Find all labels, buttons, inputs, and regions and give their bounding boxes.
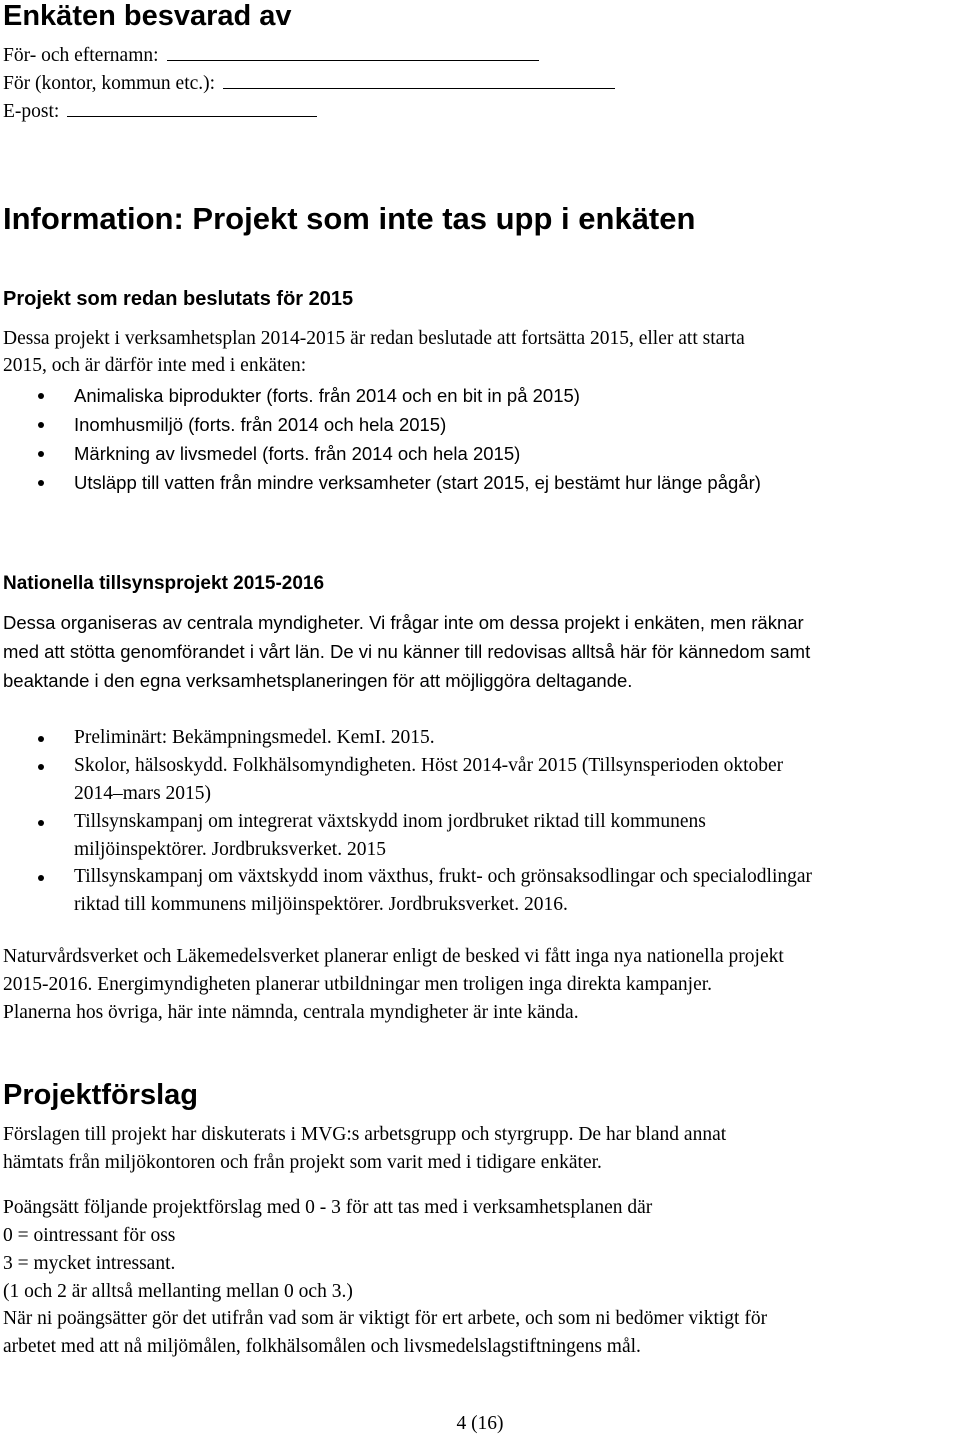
name-label: För- och efternamn: [3, 45, 159, 66]
page-number: 4 (16) [456, 1413, 504, 1434]
national-para-line-1: Dessa organiseras av centrala myndigheter. Vi frågar inte om dessa projekt i enkäten, men räknar [3, 612, 804, 633]
scoring-instruction: Poängsätt följande projektförslag med 0 - 3 för att tas med i verksamhetsplanen där [3, 1197, 653, 1218]
bullet-icon [38, 480, 44, 486]
respondent-heading: Enkäten besvarad av [3, 0, 292, 32]
bullet-icon [38, 422, 44, 428]
scoring-zero: 0 = ointressant för oss [3, 1225, 176, 1246]
national-outro-line-2: 2015-2016. Energimyndigheten planerar utbildningar men troligen inga direkta kampanjer. [3, 974, 713, 995]
national-para-line-2: med att stötta genomförandet i vårt län. De vi nu känner till redovisas alltså här för kännedom samt [3, 641, 811, 662]
national-outro-line-1: Naturvårdsverket och Läkemedelsverket planerar enligt de besked vi fått inga nya nationella projekt [3, 946, 784, 967]
bullet-icon [38, 736, 44, 742]
info-heading: Information: Projekt som inte tas upp i enkäten [3, 201, 696, 236]
national-item-cont: 2014–mars 2015) [74, 783, 212, 804]
bullet-icon [38, 393, 44, 399]
national-item: Tillsynskampanj om växtskydd inom växthus, frukt- och grönsaksodlingar och specialodlingar [74, 866, 813, 887]
office-row [3, 72, 615, 94]
decided-intro-line-1: Dessa projekt i verksamhetsplan 2014-2015 är redan beslutade att fortsätta 2015, eller att starta [3, 328, 745, 349]
bullet-icon [38, 451, 44, 457]
national-item: Preliminärt: Bekämpningsmedel. KemI. 2015. [74, 727, 435, 748]
scoring-guidance-line-1: När ni poängsätter gör det utifrån vad som är viktigt för ert arbete, och som ni bedömer viktigt för [3, 1308, 768, 1329]
national-item-cont: miljöinspektörer. Jordbruksverket. 2015 [74, 839, 386, 860]
national-item-cont: riktad till kommunens miljöinspektörer. Jordbruksverket. 2016. [74, 894, 568, 915]
proposals-para-1-line-2: hämtats från miljökontoren och från projekt som varit med i tidigare enkäter. [3, 1152, 602, 1173]
scoring-three: 3 = mycket intressant. [3, 1253, 176, 1274]
decided-intro-line-2: 2015, och är därför inte med i enkäten: [3, 355, 307, 376]
proposals-heading: Projektförslag [3, 1079, 198, 1111]
email-label: E-post: [3, 101, 60, 122]
national-heading: Nationella tillsynsprojekt 2015-2016 [3, 573, 325, 594]
decided-item: Animaliska biprodukter (forts. från 2014 och en bit in på 2015) [74, 385, 580, 406]
decided-item: Inomhusmiljö (forts. från 2014 och hela 2015) [74, 414, 447, 435]
decided-item: Märkning av livsmedel (forts. från 2014 och hela 2015) [74, 443, 521, 464]
scoring-guidance-line-2: arbetet med att nå miljömålen, folkhälsomålen och livsmedelslagstiftningens mål. [3, 1336, 641, 1357]
email-field[interactable] [67, 100, 317, 117]
name-row [3, 44, 539, 66]
bullet-icon [38, 820, 44, 826]
national-para-line-3: beaktande i den egna verksamhetsplaneringen för att möjliggöra deltagande. [3, 670, 633, 691]
name-field[interactable] [167, 44, 539, 61]
office-field[interactable] [223, 72, 615, 89]
national-item: Tillsynskampanj om integrerat växtskydd inom jordbruket riktad till kommunens [74, 811, 706, 832]
scoring-middle: (1 och 2 är alltså mellanting mellan 0 och 3.) [3, 1281, 353, 1302]
proposals-para-1-line-1: Förslagen till projekt har diskuterats i MVG:s arbetsgrupp och styrgrupp. De har bland annat [3, 1124, 727, 1145]
office-label: För (kontor, kommun etc.): [3, 73, 216, 94]
email-row [3, 100, 317, 122]
decided-heading: Projekt som redan beslutats för 2015 [3, 288, 354, 310]
decided-item: Utsläpp till vatten från mindre verksamheter (start 2015, ej bestämt hur länge pågår) [74, 472, 761, 493]
national-item: Skolor, hälsoskydd. Folkhälsomyndigheten. Höst 2014-vår 2015 (Tillsynsperioden oktober [74, 755, 784, 776]
bullet-icon [38, 875, 44, 881]
bullet-icon [38, 764, 44, 770]
national-outro-line-3: Planerna hos övriga, här inte nämnda, centrala myndigheter är inte kända. [3, 1002, 579, 1023]
